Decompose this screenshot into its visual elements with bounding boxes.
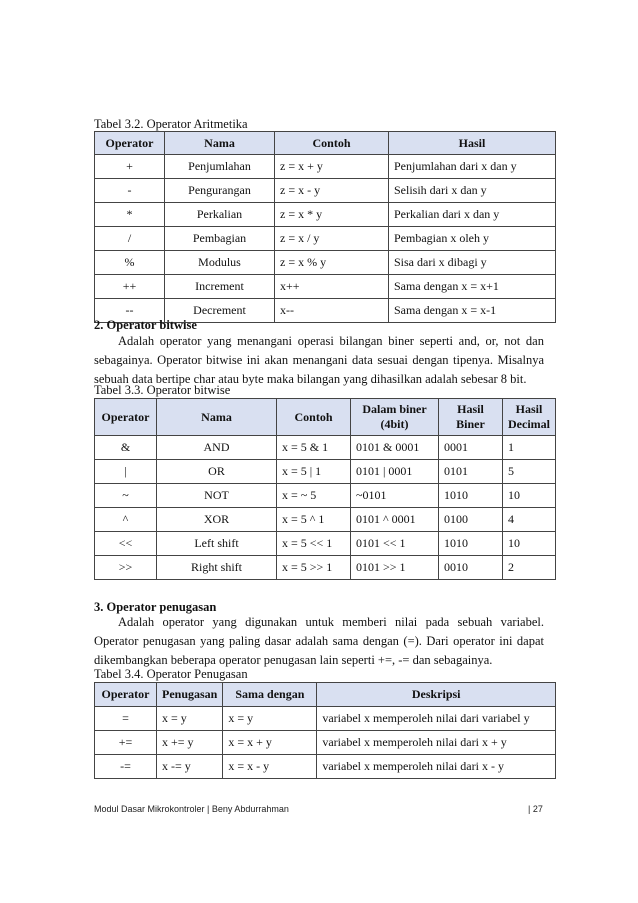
table-cell: OR bbox=[157, 460, 277, 484]
table-cell: Increment bbox=[165, 275, 275, 299]
table-cell: x = x + y bbox=[223, 731, 317, 755]
table-cell: 5 bbox=[503, 460, 556, 484]
section-2-heading: 2. Operator bitwise bbox=[94, 318, 197, 332]
table-cell: ^ bbox=[95, 508, 157, 532]
column-header: Contoh bbox=[277, 399, 351, 436]
table-cell: 4 bbox=[503, 508, 556, 532]
table-row bbox=[95, 731, 556, 755]
table-row bbox=[95, 275, 556, 299]
table-cell: NOT bbox=[157, 484, 277, 508]
table-cell: x -= y bbox=[157, 755, 223, 779]
paragraph-text: Adalah operator yang menangani operasi bilangan biner seperti and, or, not dan sebagainya. Operator bitwise ini akan menangani data sesuai dengan tipenya. Misalnya sebuah data bertipe char atau byte maka bilangan yang dihasilkan adalah sebesar 8 bit. bbox=[94, 334, 544, 386]
table-cell: Decrement bbox=[165, 299, 275, 323]
table-cell: x = 5 & 1 bbox=[277, 436, 351, 460]
table-cell: -= bbox=[95, 755, 157, 779]
column-header: Contoh bbox=[275, 132, 389, 155]
table-header-row bbox=[95, 132, 556, 155]
table-cell: + bbox=[95, 155, 165, 179]
table-cell: % bbox=[95, 251, 165, 275]
table-cell: z = x / y bbox=[275, 227, 389, 251]
section-2-paragraph bbox=[94, 332, 544, 389]
table-cell: x = ~ 5 bbox=[277, 484, 351, 508]
section-3-heading: 3. Operator penugasan bbox=[94, 600, 217, 614]
table-3-2 bbox=[94, 131, 556, 323]
table-header-row bbox=[95, 683, 556, 707]
table-cell: x++ bbox=[275, 275, 389, 299]
table-cell: Sama dengan x = x+1 bbox=[389, 275, 556, 299]
table-cell: Perkalian bbox=[165, 203, 275, 227]
table-cell: Perkalian dari x dan y bbox=[389, 203, 556, 227]
table-3-3 bbox=[94, 398, 556, 580]
table-cell: x = 5 ^ 1 bbox=[277, 508, 351, 532]
column-header: Sama dengan bbox=[223, 683, 317, 707]
table-cell: x = 5 | 1 bbox=[277, 460, 351, 484]
table-cell: ~0101 bbox=[351, 484, 439, 508]
table-cell: 0010 bbox=[439, 556, 503, 580]
table-cell: 1010 bbox=[439, 484, 503, 508]
table-cell: >> bbox=[95, 556, 157, 580]
table-cell: z = x * y bbox=[275, 203, 389, 227]
table-row bbox=[95, 251, 556, 275]
table-row bbox=[95, 460, 556, 484]
table-row bbox=[95, 179, 556, 203]
table-cell: 0101 bbox=[439, 460, 503, 484]
table-cell: Penjumlahan bbox=[165, 155, 275, 179]
table-header-row bbox=[95, 399, 556, 436]
table-cell: variabel x memperoleh nilai dari x + y bbox=[317, 731, 556, 755]
footer-left: Modul Dasar Mikrokontroler | Beny Abdurrahman bbox=[94, 804, 289, 814]
table-cell: = bbox=[95, 707, 157, 731]
table-cell: 2 bbox=[503, 556, 556, 580]
table-cell: x = y bbox=[157, 707, 223, 731]
table-cell: x = x - y bbox=[223, 755, 317, 779]
column-header: Operator bbox=[95, 683, 157, 707]
table-cell: Sisa dari x dibagi y bbox=[389, 251, 556, 275]
column-header: Operator bbox=[95, 399, 157, 436]
table-cell: 0101 << 1 bbox=[351, 532, 439, 556]
column-header: Nama bbox=[165, 132, 275, 155]
section-3-paragraph bbox=[94, 613, 544, 670]
table-cell: variabel x memperoleh nilai dari x - y bbox=[317, 755, 556, 779]
table-cell: AND bbox=[157, 436, 277, 460]
table-cell: Pembagian x oleh y bbox=[389, 227, 556, 251]
table-cell: & bbox=[95, 436, 157, 460]
table-cell: 0101 ^ 0001 bbox=[351, 508, 439, 532]
table-cell: -- bbox=[95, 299, 165, 323]
column-header: Hasil bbox=[389, 132, 556, 155]
table-row bbox=[95, 155, 556, 179]
table-cell: variabel x memperoleh nilai dari variabel y bbox=[317, 707, 556, 731]
table-cell: += bbox=[95, 731, 157, 755]
table-row bbox=[95, 203, 556, 227]
table-cell: Pengurangan bbox=[165, 179, 275, 203]
table-cell: z = x + y bbox=[275, 155, 389, 179]
table-cell: x = 5 << 1 bbox=[277, 532, 351, 556]
table-3-4 bbox=[94, 682, 556, 779]
table-cell: Selisih dari x dan y bbox=[389, 179, 556, 203]
table-cell: x = y bbox=[223, 707, 317, 731]
table-cell: / bbox=[95, 227, 165, 251]
table-cell: 0100 bbox=[439, 508, 503, 532]
column-header: Nama bbox=[157, 399, 277, 436]
column-header: Penugasan bbox=[157, 683, 223, 707]
table-cell: - bbox=[95, 179, 165, 203]
table-cell: ~ bbox=[95, 484, 157, 508]
table-row bbox=[95, 436, 556, 460]
table-cell: 0101 | 0001 bbox=[351, 460, 439, 484]
table-row bbox=[95, 484, 556, 508]
table-cell: Left shift bbox=[157, 532, 277, 556]
table-cell: Sama dengan x = x-1 bbox=[389, 299, 556, 323]
table-3-2-caption: Tabel 3.2. Operator Aritmetika bbox=[94, 117, 248, 131]
table-row bbox=[95, 755, 556, 779]
table-cell: Pembagian bbox=[165, 227, 275, 251]
column-header: Dalam biner (4bit) bbox=[351, 399, 439, 436]
paragraph-text: Adalah operator yang digunakan untuk memberi nilai pada sebuah variabel. Operator penugasan yang paling dasar adalah sama dengan (=). Dari operator ini dapat dikembangkan beberapa operator penugasan lain seperti +=, -= dan sebagainya. bbox=[94, 615, 544, 667]
table-cell: x-- bbox=[275, 299, 389, 323]
table-cell: 0101 & 0001 bbox=[351, 436, 439, 460]
table-cell: 10 bbox=[503, 484, 556, 508]
table-cell: 1010 bbox=[439, 532, 503, 556]
table-cell: Penjumlahan dari x dan y bbox=[389, 155, 556, 179]
table-cell: 10 bbox=[503, 532, 556, 556]
table-cell: x = 5 >> 1 bbox=[277, 556, 351, 580]
table-cell: z = x % y bbox=[275, 251, 389, 275]
table-cell: * bbox=[95, 203, 165, 227]
column-header: Hasil Biner bbox=[439, 399, 503, 436]
table-row bbox=[95, 556, 556, 580]
footer-page-number: | 27 bbox=[528, 804, 543, 814]
table-row bbox=[95, 532, 556, 556]
table-cell: 0001 bbox=[439, 436, 503, 460]
table-row bbox=[95, 508, 556, 532]
table-row bbox=[95, 707, 556, 731]
column-header: Deskripsi bbox=[317, 683, 556, 707]
table-cell: << bbox=[95, 532, 157, 556]
table-row bbox=[95, 227, 556, 251]
table-cell: | bbox=[95, 460, 157, 484]
table-3-3-caption: Tabel 3.3. Operator bitwise bbox=[94, 383, 231, 397]
table-cell: XOR bbox=[157, 508, 277, 532]
column-header: Operator bbox=[95, 132, 165, 155]
table-cell: z = x - y bbox=[275, 179, 389, 203]
table-cell: x += y bbox=[157, 731, 223, 755]
table-3-4-caption: Tabel 3.4. Operator Penugasan bbox=[94, 667, 248, 681]
table-cell: 1 bbox=[503, 436, 556, 460]
table-cell: 0101 >> 1 bbox=[351, 556, 439, 580]
table-cell: Modulus bbox=[165, 251, 275, 275]
table-cell: Right shift bbox=[157, 556, 277, 580]
column-header: Hasil Decimal bbox=[503, 399, 556, 436]
table-cell: ++ bbox=[95, 275, 165, 299]
